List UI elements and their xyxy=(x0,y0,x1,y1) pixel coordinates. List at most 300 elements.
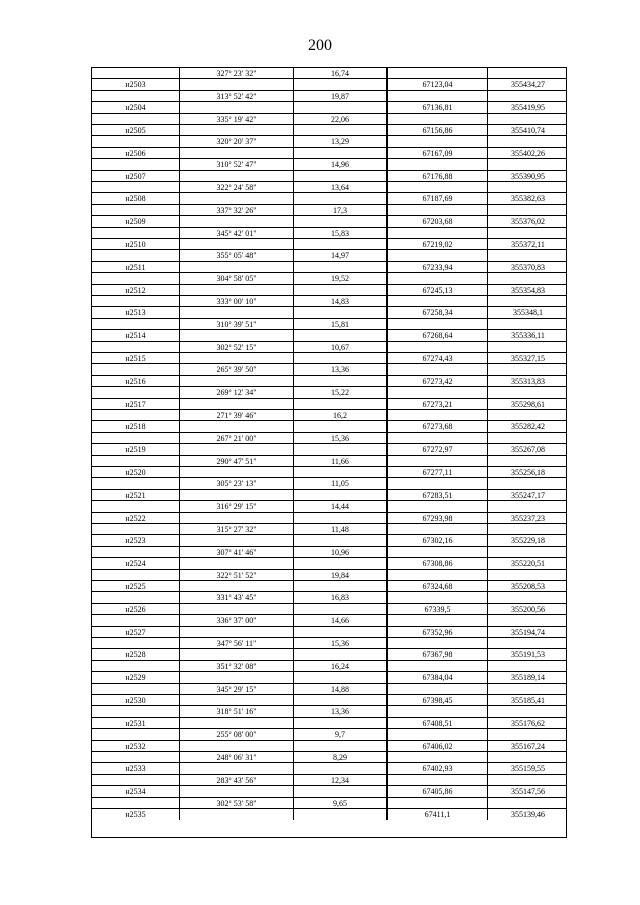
point-name-cell: н2514 xyxy=(92,330,180,340)
segment-row xyxy=(92,410,566,421)
distance-cell: 15,22 xyxy=(294,387,388,397)
point-name-cell xyxy=(92,570,180,580)
segment-row xyxy=(92,661,566,672)
direction-angle-cell xyxy=(180,79,294,89)
y-coordinate-cell: 355282,42 xyxy=(511,422,545,432)
point-name-cell xyxy=(92,501,180,511)
distance-cell xyxy=(294,216,388,226)
distance-cell xyxy=(294,330,388,340)
direction-angle-cell xyxy=(180,102,294,112)
x-coordinate-cell xyxy=(388,501,488,511)
direction-angle-cell: 351° 32' 08" xyxy=(180,661,294,671)
x-coordinate-cell: 67352,96 xyxy=(388,627,488,637)
x-coordinate-cell xyxy=(388,205,488,215)
point-name-cell xyxy=(92,342,180,352)
y-coordinate-cell xyxy=(488,433,568,443)
distance-cell: 15,36 xyxy=(294,638,388,648)
direction-angle-cell xyxy=(180,786,294,796)
point-name-cell: н2523 xyxy=(92,535,180,545)
segment-row xyxy=(92,570,566,581)
point-name-cell xyxy=(92,387,180,397)
point-row xyxy=(92,718,566,729)
point-name-cell: н2513 xyxy=(92,307,180,317)
direction-angle-cell xyxy=(180,581,294,591)
point-name-cell: н2534 xyxy=(92,786,180,796)
x-coordinate-cell: 67219,02 xyxy=(388,239,488,249)
y-coordinate-cell xyxy=(488,319,568,329)
distance-cell xyxy=(294,490,388,500)
point-name-cell: н2517 xyxy=(92,399,180,409)
direction-angle-cell xyxy=(180,399,294,409)
point-name-cell: н2529 xyxy=(92,672,180,682)
distance-cell: 15,83 xyxy=(294,228,388,238)
point-name-cell xyxy=(92,364,180,374)
direction-angle-cell xyxy=(180,513,294,523)
point-name-cell: н2519 xyxy=(92,444,180,454)
y-coordinate-cell xyxy=(488,387,568,397)
segment-row xyxy=(92,729,566,740)
x-coordinate-cell xyxy=(388,775,488,785)
point-name-cell: н2504 xyxy=(92,102,180,112)
y-coordinate-cell: 355176,62 xyxy=(511,718,545,728)
point-name-cell: н2521 xyxy=(92,490,180,500)
x-coordinate-cell: 67283,51 xyxy=(388,490,488,500)
y-coordinate-cell xyxy=(488,638,568,648)
y-coordinate-cell: 355372,11 xyxy=(511,240,545,249)
y-coordinate-cell: 355191,53 xyxy=(511,650,545,660)
x-coordinate-cell xyxy=(388,478,488,488)
x-coordinate-cell xyxy=(388,159,488,169)
x-coordinate-cell xyxy=(388,684,488,694)
point-name-cell: н2518 xyxy=(92,421,180,431)
point-name-cell xyxy=(92,182,180,192)
x-coordinate-cell: 67272,97 xyxy=(388,444,488,454)
y-coordinate-cell: 355327,15 xyxy=(511,354,545,363)
x-coordinate-cell xyxy=(388,798,488,808)
y-coordinate-cell: 355336,11 xyxy=(511,331,545,341)
point-row xyxy=(92,193,566,204)
y-coordinate-cell xyxy=(488,228,568,238)
distance-cell: 16,2 xyxy=(294,410,388,420)
x-coordinate-cell xyxy=(388,319,488,329)
direction-angle-cell: 269° 12' 34" xyxy=(180,387,294,397)
direction-angle-cell xyxy=(180,741,294,751)
distance-cell: 14,44 xyxy=(294,501,388,511)
point-name-cell xyxy=(92,159,180,169)
y-coordinate-cell: 355382,63 xyxy=(511,194,545,204)
x-coordinate-cell: 67308,86 xyxy=(388,558,488,568)
distance-cell: 9,7 xyxy=(294,729,388,739)
point-name-cell: н2507 xyxy=(92,171,180,181)
distance-cell: 10,96 xyxy=(294,547,388,557)
distance-cell xyxy=(294,672,388,682)
y-coordinate-cell: 355434,27 xyxy=(511,80,545,90)
point-name-cell xyxy=(92,615,180,625)
direction-angle-cell xyxy=(180,718,294,728)
segment-row xyxy=(92,342,566,353)
y-coordinate-cell: 355139,46 xyxy=(511,810,545,819)
distance-cell xyxy=(294,148,388,158)
page-number: 200 xyxy=(308,37,332,54)
distance-cell: 12,34 xyxy=(294,775,388,785)
point-row xyxy=(92,581,566,592)
point-row xyxy=(92,627,566,638)
point-name-cell: н2508 xyxy=(92,193,180,203)
point-name-cell xyxy=(92,410,180,420)
direction-angle-cell: 345° 29' 15" xyxy=(180,684,294,694)
y-coordinate-cell: 355313,83 xyxy=(511,376,545,386)
direction-angle-cell: 331° 43' 45" xyxy=(180,592,294,602)
point-name-cell xyxy=(92,661,180,671)
direction-angle-cell: 318° 51' 16" xyxy=(180,706,294,716)
x-coordinate-cell: 67367,98 xyxy=(388,649,488,659)
y-coordinate-cell: 355354,83 xyxy=(511,285,545,295)
point-name-cell: н2515 xyxy=(92,353,180,363)
direction-angle-cell: 327° 23' 32" xyxy=(180,68,294,78)
segment-row xyxy=(92,228,566,239)
distance-cell: 13,36 xyxy=(294,706,388,716)
x-coordinate-cell: 67324,68 xyxy=(388,581,488,591)
direction-angle-cell: 248° 06' 31" xyxy=(180,752,294,762)
y-coordinate-cell: 355185,41 xyxy=(511,696,545,705)
point-row xyxy=(92,558,566,569)
direction-angle-cell xyxy=(180,627,294,637)
direction-angle-cell xyxy=(180,490,294,500)
direction-angle-cell xyxy=(180,330,294,340)
y-coordinate-cell xyxy=(488,136,568,146)
direction-angle-cell xyxy=(180,672,294,682)
distance-cell: 19,87 xyxy=(294,91,388,101)
distance-cell: 14,96 xyxy=(294,159,388,169)
direction-angle-cell: 313° 52' 42" xyxy=(180,91,294,101)
direction-angle-cell: 310° 52' 47" xyxy=(180,159,294,169)
direction-angle-cell xyxy=(180,467,294,477)
point-name-cell: н2510 xyxy=(92,239,180,249)
point-name-cell xyxy=(92,433,180,443)
distance-cell xyxy=(294,307,388,317)
distance-cell xyxy=(294,581,388,591)
point-name-cell: н2528 xyxy=(92,649,180,659)
y-coordinate-cell xyxy=(488,250,568,260)
x-coordinate-cell xyxy=(388,752,488,762)
y-coordinate-cell xyxy=(488,205,568,215)
distance-cell xyxy=(294,399,388,409)
x-coordinate-cell xyxy=(388,638,488,648)
point-row xyxy=(92,148,566,159)
segment-row xyxy=(92,524,566,535)
segment-row xyxy=(92,273,566,284)
direction-angle-cell xyxy=(180,239,294,249)
point-row xyxy=(92,467,566,478)
x-coordinate-cell: 67136,81 xyxy=(388,102,488,112)
y-coordinate-cell xyxy=(488,706,568,716)
point-name-cell: н2509 xyxy=(92,216,180,226)
y-coordinate-cell: 355189,14 xyxy=(511,673,545,683)
distance-cell: 8,29 xyxy=(294,752,388,762)
y-coordinate-cell: 355376,02 xyxy=(511,217,545,227)
segment-row xyxy=(92,478,566,489)
point-name-cell: н2525 xyxy=(92,581,180,591)
segment-row xyxy=(92,182,566,193)
distance-cell xyxy=(294,444,388,454)
segment-row xyxy=(92,798,566,809)
point-row xyxy=(92,809,566,820)
direction-angle-cell xyxy=(180,809,294,820)
segment-row xyxy=(92,296,566,307)
point-name-cell: н2527 xyxy=(92,627,180,637)
y-coordinate-cell xyxy=(488,114,568,124)
x-coordinate-cell: 67273,21 xyxy=(388,399,488,409)
y-coordinate-cell xyxy=(488,68,568,78)
x-coordinate-cell: 67273,42 xyxy=(388,376,488,386)
x-coordinate-cell xyxy=(388,364,488,374)
coordinates-table xyxy=(91,67,567,838)
distance-cell xyxy=(294,102,388,112)
point-row xyxy=(92,307,566,318)
x-coordinate-cell: 67406,02 xyxy=(388,741,488,751)
point-name-cell xyxy=(92,136,180,146)
y-coordinate-cell xyxy=(488,752,568,762)
distance-cell xyxy=(294,262,388,272)
x-coordinate-cell xyxy=(388,615,488,625)
y-coordinate-cell: 355419,95 xyxy=(511,103,545,113)
direction-angle-cell: 305° 23' 13" xyxy=(180,478,294,488)
x-coordinate-cell xyxy=(388,433,488,443)
distance-cell xyxy=(294,171,388,181)
x-coordinate-cell: 67156,86 xyxy=(388,125,488,135)
y-coordinate-cell xyxy=(488,364,568,374)
point-name-cell xyxy=(92,319,180,329)
distance-cell: 16,24 xyxy=(294,661,388,671)
point-row xyxy=(92,535,566,546)
distance-cell: 15,36 xyxy=(294,433,388,443)
segment-row xyxy=(92,114,566,125)
segment-row xyxy=(92,387,566,398)
direction-angle-cell xyxy=(180,148,294,158)
segment-row xyxy=(92,684,566,695)
x-coordinate-cell xyxy=(388,456,488,466)
x-coordinate-cell: 67258,34 xyxy=(388,307,488,317)
direction-angle-cell: 322° 24' 58" xyxy=(180,182,294,192)
x-coordinate-cell xyxy=(388,296,488,306)
point-name-cell: н2516 xyxy=(92,376,180,386)
segment-row xyxy=(92,364,566,375)
point-row xyxy=(92,376,566,387)
point-row xyxy=(92,490,566,501)
distance-cell xyxy=(294,535,388,545)
point-name-cell xyxy=(92,68,180,78)
distance-cell: 14,97 xyxy=(294,250,388,260)
direction-angle-cell: 304° 58' 05" xyxy=(180,273,294,283)
point-row xyxy=(92,262,566,273)
x-coordinate-cell xyxy=(388,342,488,352)
y-coordinate-cell xyxy=(488,91,568,101)
x-coordinate-cell xyxy=(388,387,488,397)
direction-angle-cell xyxy=(180,125,294,135)
direction-angle-cell: 310° 39' 51" xyxy=(180,319,294,329)
segment-row xyxy=(92,205,566,216)
point-name-cell: н2526 xyxy=(92,604,180,614)
y-coordinate-cell: 355402,26 xyxy=(511,148,545,158)
direction-angle-cell: 355° 05' 48" xyxy=(180,250,294,260)
y-coordinate-cell xyxy=(488,342,568,352)
x-coordinate-cell xyxy=(388,570,488,580)
y-coordinate-cell: 355194,74 xyxy=(511,627,545,637)
point-name-cell: н2503 xyxy=(92,79,180,89)
point-name-cell xyxy=(92,706,180,716)
x-coordinate-cell xyxy=(388,91,488,101)
segment-row xyxy=(92,638,566,649)
direction-angle-cell xyxy=(180,307,294,317)
y-coordinate-cell: 355208,53 xyxy=(511,582,545,591)
point-name-cell: н2531 xyxy=(92,718,180,728)
point-name-cell xyxy=(92,296,180,306)
point-name-cell xyxy=(92,205,180,215)
y-coordinate-cell xyxy=(488,615,568,625)
point-name-cell xyxy=(92,114,180,124)
point-row xyxy=(92,171,566,182)
x-coordinate-cell: 67167,09 xyxy=(388,148,488,158)
direction-angle-cell xyxy=(180,444,294,454)
distance-cell xyxy=(294,421,388,431)
segment-row xyxy=(92,319,566,330)
distance-cell: 11,48 xyxy=(294,524,388,534)
point-name-cell xyxy=(92,456,180,466)
direction-angle-cell: 283° 43' 56" xyxy=(180,775,294,785)
direction-angle-cell xyxy=(180,558,294,568)
point-row xyxy=(92,125,566,136)
distance-cell: 22,06 xyxy=(294,114,388,124)
y-coordinate-cell: 355200,56 xyxy=(511,604,545,614)
x-coordinate-cell xyxy=(388,250,488,260)
direction-angle-cell: 322° 51' 52" xyxy=(180,570,294,580)
direction-angle-cell: 336° 37' 00" xyxy=(180,615,294,625)
x-coordinate-cell xyxy=(388,524,488,534)
segment-row xyxy=(92,159,566,170)
y-coordinate-cell: 355247,17 xyxy=(511,490,545,500)
x-coordinate-cell xyxy=(388,592,488,602)
x-coordinate-cell: 67203,68 xyxy=(388,216,488,226)
distance-cell xyxy=(294,695,388,705)
point-name-cell xyxy=(92,524,180,534)
y-coordinate-cell xyxy=(488,273,568,283)
direction-angle-cell xyxy=(180,285,294,295)
y-coordinate-cell xyxy=(488,547,568,557)
direction-angle-cell xyxy=(180,193,294,203)
y-coordinate-cell: 355167,24 xyxy=(511,741,545,751)
point-row xyxy=(92,649,566,660)
x-coordinate-cell: 67268,64 xyxy=(388,330,488,340)
distance-cell xyxy=(294,79,388,89)
direction-angle-cell xyxy=(180,604,294,614)
distance-cell xyxy=(294,193,388,203)
distance-cell xyxy=(294,467,388,477)
point-name-cell: н2505 xyxy=(92,125,180,135)
y-coordinate-cell: 355267,08 xyxy=(511,445,545,455)
x-coordinate-cell: 67293,98 xyxy=(388,513,488,523)
direction-angle-cell: 315° 27' 32" xyxy=(180,524,294,534)
direction-angle-cell xyxy=(180,353,294,363)
x-coordinate-cell: 67176,88 xyxy=(388,171,488,181)
x-coordinate-cell xyxy=(388,136,488,146)
x-coordinate-cell: 67273,68 xyxy=(388,421,488,431)
point-name-cell: н2530 xyxy=(92,695,180,705)
distance-cell xyxy=(294,285,388,295)
x-coordinate-cell xyxy=(388,68,488,78)
point-name-cell: н2524 xyxy=(92,558,180,568)
distance-cell: 11,66 xyxy=(294,456,388,466)
distance-cell: 13,29 xyxy=(294,136,388,146)
segment-row xyxy=(92,752,566,763)
distance-cell: 11,05 xyxy=(294,478,388,488)
y-coordinate-cell: 355147,56 xyxy=(511,787,545,797)
y-coordinate-cell xyxy=(488,159,568,169)
x-coordinate-cell: 67408,51 xyxy=(388,718,488,728)
direction-angle-cell xyxy=(180,535,294,545)
y-coordinate-cell: 355159,55 xyxy=(511,764,545,774)
x-coordinate-cell xyxy=(388,547,488,557)
distance-cell xyxy=(294,239,388,249)
segment-row xyxy=(92,433,566,444)
point-row xyxy=(92,353,566,364)
direction-angle-cell xyxy=(180,171,294,181)
segment-row xyxy=(92,706,566,717)
distance-cell xyxy=(294,786,388,796)
distance-cell: 13,64 xyxy=(294,182,388,192)
distance-cell: 15,81 xyxy=(294,319,388,329)
y-coordinate-cell: 355410,74 xyxy=(511,126,545,135)
x-coordinate-cell xyxy=(388,182,488,192)
x-coordinate-cell: 67187,69 xyxy=(388,193,488,203)
point-row xyxy=(92,786,566,797)
y-coordinate-cell xyxy=(488,570,568,580)
point-row xyxy=(92,399,566,410)
x-coordinate-cell: 67402,93 xyxy=(388,763,488,773)
distance-cell xyxy=(294,353,388,363)
segment-row xyxy=(92,547,566,558)
segment-row xyxy=(92,775,566,786)
x-coordinate-cell xyxy=(388,729,488,739)
x-coordinate-cell: 67339,5 xyxy=(388,604,488,614)
distance-cell: 14,88 xyxy=(294,684,388,694)
distance-cell: 19,84 xyxy=(294,570,388,580)
point-name-cell xyxy=(92,273,180,283)
distance-cell xyxy=(294,627,388,637)
point-row xyxy=(92,672,566,683)
y-coordinate-cell xyxy=(488,798,568,808)
distance-cell xyxy=(294,718,388,728)
distance-cell xyxy=(294,558,388,568)
direction-angle-cell: 267° 21' 00" xyxy=(180,433,294,443)
distance-cell: 10,67 xyxy=(294,342,388,352)
point-row xyxy=(92,239,566,250)
point-name-cell: н2522 xyxy=(92,513,180,523)
direction-angle-cell xyxy=(180,763,294,773)
distance-cell: 17,3 xyxy=(294,205,388,215)
segment-row xyxy=(92,501,566,512)
y-coordinate-cell xyxy=(488,410,568,420)
distance-cell xyxy=(294,376,388,386)
point-name-cell: н2532 xyxy=(92,741,180,751)
point-row xyxy=(92,763,566,774)
segment-row xyxy=(92,592,566,603)
segment-row xyxy=(92,615,566,626)
direction-angle-cell xyxy=(180,421,294,431)
y-coordinate-cell xyxy=(488,456,568,466)
y-coordinate-cell xyxy=(488,296,568,306)
direction-angle-cell: 290° 47' 51" xyxy=(180,456,294,466)
point-name-cell: н2520 xyxy=(92,467,180,477)
